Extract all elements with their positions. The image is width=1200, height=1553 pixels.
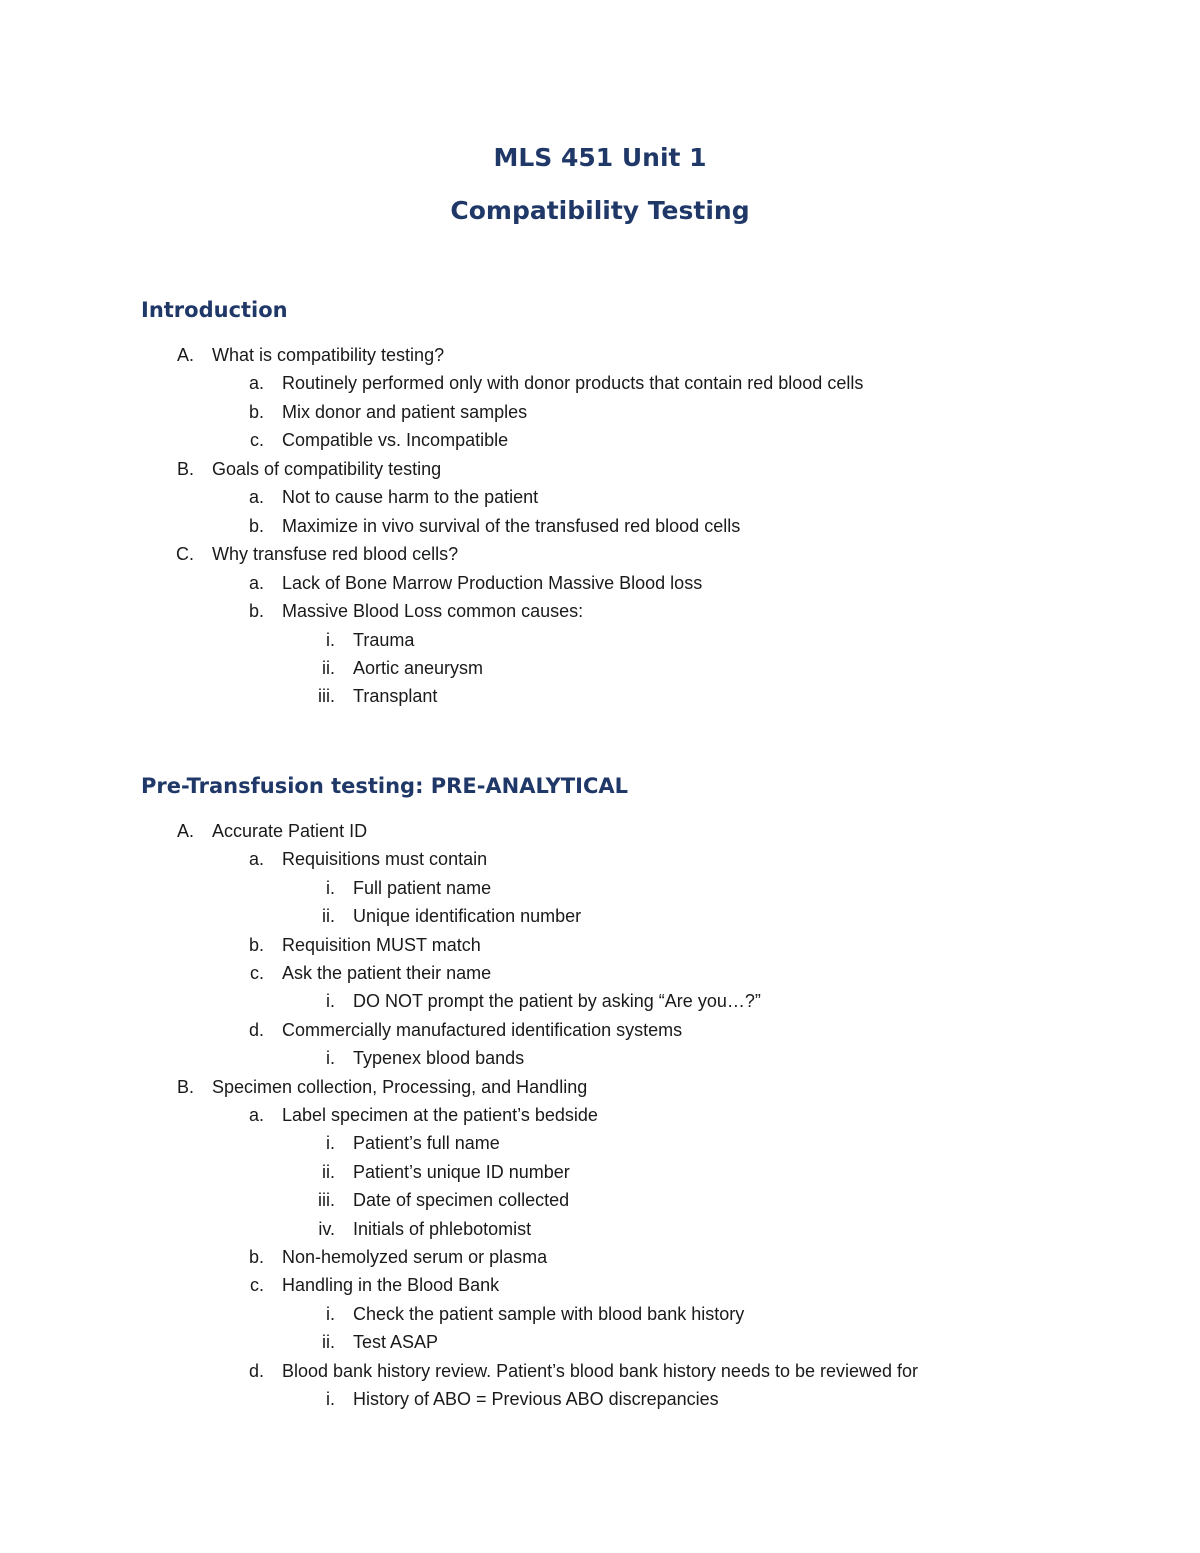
list-item-text: Initials of phlebotomist: [353, 1218, 532, 1239]
list-item-text: DO NOT prompt the patient by asking “Are you…?”: [353, 991, 761, 1012]
list-item-text: What is compatibility testing?: [212, 345, 445, 365]
list-marker: c.: [249, 963, 264, 983]
list-item-text: Commercially manufactured identification systems: [282, 1019, 683, 1040]
list-item-text: Accurate Patient ID: [212, 821, 368, 841]
list-item-text: Handling in the Blood Bank: [282, 1275, 500, 1296]
list-item-text: Blood bank history review. Patient’s blood bank history needs to be reviewed for: [282, 1360, 919, 1381]
list-item-text: Patient’s unique ID number: [353, 1161, 570, 1182]
list-item-text: Maximize in vivo survival of the transfused red blood cells: [282, 515, 741, 536]
list-item-text: Mix donor and patient samples: [282, 401, 528, 422]
list-item-text: Lack of Bone Marrow Production Massive Blood loss: [282, 572, 703, 593]
list-marker: i.: [326, 1303, 335, 1324]
list-marker: b.: [248, 515, 264, 536]
list-item-text: Not to cause harm to the patient: [282, 487, 539, 508]
list-item-text: Goals of compatibility testing: [212, 458, 442, 479]
list-item-text: Transplant: [353, 686, 438, 707]
list-item-text: Full patient name: [353, 877, 492, 898]
list-marker: ii.: [322, 906, 335, 927]
list-item-text: Requisition MUST match: [282, 934, 481, 955]
document-subtitle: Compatibility Testing: [450, 196, 750, 225]
list-marker: iii.: [318, 1190, 335, 1211]
list-marker: b.: [248, 401, 264, 422]
list-marker: c.: [249, 1275, 264, 1296]
list-marker: i.: [326, 1389, 335, 1409]
list-marker: i.: [326, 877, 335, 898]
list-item-text: Trauma: [353, 629, 415, 650]
list-marker: a.: [248, 572, 264, 593]
list-item-text: Test ASAP: [353, 1332, 439, 1353]
list-item-text: Aortic aneurysm: [353, 657, 484, 678]
list-marker: a.: [248, 849, 264, 870]
list-marker: i.: [326, 629, 335, 650]
list-marker: C.: [176, 544, 194, 565]
list-marker: d.: [248, 1019, 264, 1040]
list-item-text: Date of specimen collected: [353, 1190, 570, 1211]
list-marker: b.: [248, 601, 264, 622]
list-marker: A.: [176, 821, 194, 841]
list-marker: b.: [248, 1247, 264, 1267]
list-item-text: Compatible vs. Incompatible: [282, 430, 509, 451]
list-item-text: Ask the patient their name: [282, 963, 492, 983]
list-item-text: Why transfuse red blood cells?: [212, 544, 459, 565]
list-marker: c.: [249, 430, 264, 451]
list-marker: i.: [326, 1133, 335, 1154]
list-item-text: Typenex blood bands: [353, 1048, 525, 1069]
list-item-text: Check the patient sample with blood bank history: [353, 1303, 745, 1324]
list-item-text: Requisitions must contain: [282, 849, 488, 870]
list-item-text: History of ABO = Previous ABO discrepancies: [353, 1389, 719, 1409]
section-heading-pre-analytical: Pre-Transfusion testing: PRE-ANALYTICAL: [141, 774, 628, 798]
list-marker: ii.: [322, 1161, 335, 1182]
list-marker: ii.: [322, 1332, 335, 1353]
list-marker: B.: [176, 458, 194, 479]
list-item-text: Specimen collection, Processing, and Handling: [212, 1076, 588, 1097]
list-marker: iii.: [318, 686, 335, 707]
document-title: MLS 451 Unit 1: [493, 143, 707, 172]
list-marker: iv.: [318, 1218, 335, 1239]
list-marker: A.: [176, 345, 194, 365]
list-item-text: Massive Blood Loss common causes:: [282, 601, 584, 622]
list-marker: ii.: [322, 657, 335, 678]
list-marker: a.: [248, 373, 264, 394]
list-item-text: Unique identification number: [353, 906, 582, 927]
list-item-text: Label specimen at the patient’s bedside: [282, 1105, 598, 1125]
list-marker: a.: [248, 1105, 264, 1125]
list-marker: d.: [248, 1360, 264, 1381]
list-item-text: Non-hemolyzed serum or plasma: [282, 1247, 548, 1267]
list-marker: i.: [326, 1048, 335, 1069]
section-heading-introduction: Introduction: [141, 298, 288, 322]
list-marker: b.: [248, 934, 264, 955]
list-marker: i.: [326, 991, 335, 1012]
list-marker: a.: [248, 487, 264, 508]
list-item-text: Patient’s full name: [353, 1133, 500, 1154]
list-item-text: Routinely performed only with donor products that contain red blood cells: [282, 373, 864, 394]
list-marker: B.: [176, 1076, 194, 1097]
